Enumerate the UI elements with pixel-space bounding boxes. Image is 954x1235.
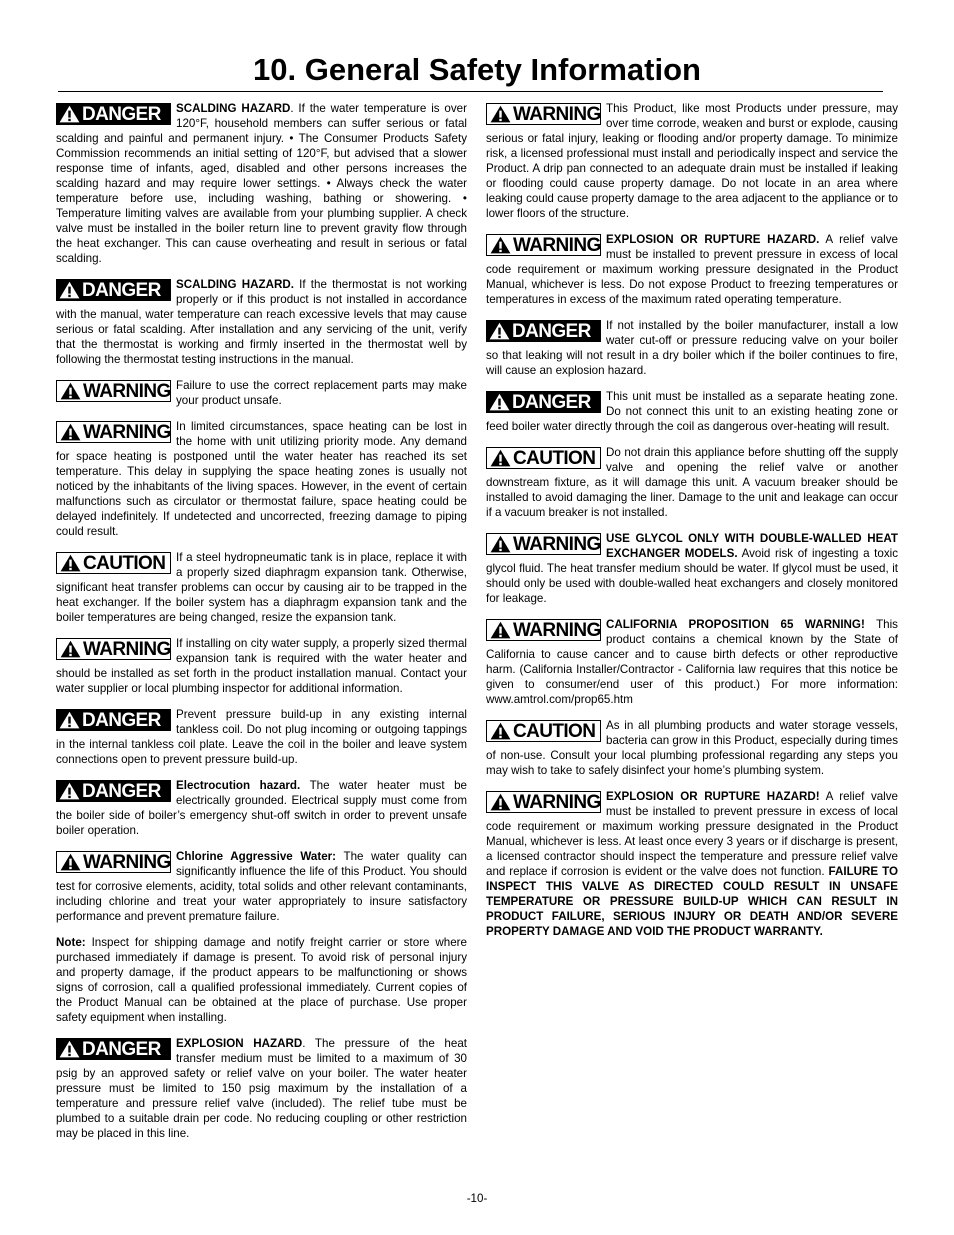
caution-badge	[486, 720, 601, 742]
left-column	[56, 101, 467, 1152]
safety-notice	[56, 101, 467, 266]
safety-notice	[486, 318, 898, 378]
alert-triangle-icon	[60, 382, 81, 400]
notice-body: Prevent pressure build-up in any existing internal tankless coil. Do not plug incoming or outgoing tappings in the internal tankless coil plate. Leave the coil in the boiler and leave system connections open to prevent pressure build-up.	[56, 708, 467, 766]
warning-badge	[486, 234, 601, 256]
alert-triangle-icon	[60, 423, 81, 441]
notice-body: A relief valve must be installed to prevent pressure in excess of local code requirement or maximum working pressure designated in the Product Manual, whichever is less. At least once every 3 years or if discharge is present, a licensed contractor should inspect the temperature and pressure relief valve and replace if corrosion is evident or the valve does not function.	[486, 790, 899, 878]
warning-badge	[56, 380, 171, 402]
safety-notice	[56, 550, 467, 625]
notice-text	[56, 101, 467, 266]
notice-body: If the thermostat is not working properly or if this product is not installed in accordance with the manual, water temperature can reach excessive levels that may cause serious or fatal scalding. After installation and any servicing of the unit, verify that the thermostat is working and firmly inserted in the thermostat well by following the thermostat testing instructions in the manual.	[56, 278, 467, 366]
badge-label: WARNING	[83, 380, 171, 402]
warning-badge	[486, 619, 601, 641]
safety-notice	[486, 232, 898, 307]
danger-badge	[56, 103, 171, 125]
page-title: 10. General Safety Information	[253, 52, 701, 87]
alert-triangle-icon	[59, 281, 80, 299]
safety-notice	[56, 419, 467, 539]
notice-body: This unit must be installed as a separate heating zone. Do not connect this unit to an existing heating zone or feed boiler water directly through the coil as dangerous over-heating will result.	[486, 390, 898, 433]
danger-badge	[486, 391, 601, 413]
warning-badge	[486, 103, 601, 125]
badge-label: DANGER	[82, 1038, 161, 1060]
notice-body: The water heater must be electrically grounded. Electrical supply must come from the boiler side of boiler’s emergency shut-off switch in order to prevent unsafe boiler operation.	[56, 779, 468, 837]
badge-label: WARNING	[513, 619, 601, 641]
alert-triangle-icon	[490, 722, 511, 740]
badge-label: WARNING	[513, 234, 601, 256]
notice-heading: EXPLOSION OR RUPTURE HAZARD!	[606, 790, 820, 803]
notice-heading: CALIFORNIA PROPOSITION 65 WARNING!	[606, 618, 865, 631]
right-column	[486, 101, 898, 950]
danger-badge	[56, 279, 171, 301]
badge-label: WARNING	[83, 638, 171, 660]
notice-body: If not installed by the boiler manufacturer, install a low water cut-off or pressure reducing valve on your boiler so that leaking will not result in a dry boiler which if the boiler continues to fire, will cause an explosion hazard.	[486, 319, 898, 377]
notice-body: In limited circumstances, space heating can be lost in the home with unit utilizing priority mode. Any demand for space heating is postponed until the water heater has reached its set temperature. This delay in supplying the space heating zones is usually not noticed by the inhabitants of the living spaces. However, in the event of certain malfunctions such as circulator or thermostat failure, space heating could be delayed indefinitely. If undetected and uncorrected, freezing damage to piping could result.	[56, 420, 467, 538]
alert-triangle-icon	[490, 793, 511, 811]
badge-label: CAUTION	[83, 552, 166, 574]
alert-triangle-icon	[59, 105, 80, 123]
alert-triangle-icon	[490, 449, 511, 467]
badge-label: CAUTION	[513, 720, 596, 742]
notice-body: Failure to use the correct replacement parts may make your product unsafe.	[176, 379, 467, 407]
title-divider	[58, 91, 883, 92]
badge-label: WARNING	[513, 791, 601, 813]
warning-badge	[56, 638, 171, 660]
safety-notice	[56, 849, 467, 924]
badge-label: DANGER	[82, 709, 161, 731]
badge-label: DANGER	[82, 780, 161, 802]
notice-body: This product contains a chemical known by the State of California to cause cancer and to cause birth defects or other reproductive harm. (California Installer/Contractor - California law requires that this notice be given to consumer/end user of this product.) For more information: www.amtrol.com/prop65.htm	[486, 618, 898, 706]
alert-triangle-icon	[59, 1040, 80, 1058]
badge-label: DANGER	[512, 320, 591, 342]
caution-badge	[486, 447, 601, 469]
badge-label: WARNING	[83, 851, 171, 873]
notice-heading: SCALDING HAZARD.	[176, 278, 294, 291]
badge-label: CAUTION	[513, 447, 596, 469]
badge-label: WARNING	[513, 103, 601, 125]
badge-label: WARNING	[83, 421, 171, 443]
notice-body: This Product, like most Products under pressure, may over time corrode, weaken and burst or explode, causing serious or fatal injury, leaking or flooding and/or property damage. To minimize risk, a licensed professional must install and periodically inspect and service the Product. A drip pan connected to an adequate drain must be installed if leaking or flooding could cause property damage. Do not locate in an area where leaking could cause property damage to the area adjacent to the appliance or to lower floors of the structure.	[486, 102, 898, 220]
alert-triangle-icon	[59, 711, 80, 729]
alert-triangle-icon	[60, 554, 81, 572]
safety-notice	[56, 636, 467, 696]
alert-triangle-icon	[489, 322, 510, 340]
notice-heading: USE GLYCOL ONLY WITH DOUBLE-WALLED HEAT EXCHANGER MODELS.	[606, 532, 898, 560]
safety-notice	[56, 707, 467, 767]
notice-heading: Chlorine Aggressive Water:	[176, 850, 337, 863]
notice-body: . If the water temperature is over 120°F, household members can suffer serious or fatal scalding and painful and permanent injury. • The Consumer Products Safety Commission recommends an initial setting of 120°F, but advised that a slower response time of infants, aged, disabled and other persons increases the scalding hazard and may require lower settings. • Always check the water temperature before use, including washing, bathing or showering. • Temperature limiting valves are available from your plumbing supplier. A check valve must be installed in the boiler return line to prevent gravity flow through the heat exchanger. This can cause overheating and result in serious or fatal scalding.	[56, 102, 467, 265]
safety-notice	[486, 101, 898, 221]
safety-notice	[486, 531, 898, 606]
notice-heading: Note:	[56, 936, 86, 949]
notice-body: If a steel hydropneumatic tank is in place, replace it with a properly sized diaphragm expansion tank. Otherwise, significant heat transfer problems can occur by causing air to be trapped in the heat exchanger. If the boiler system has a diaphragm expansion tank and the boiler temperatures are being changed, resize the expansion tank.	[56, 551, 467, 624]
alert-triangle-icon	[490, 621, 511, 639]
warning-badge	[56, 421, 171, 443]
notice-body: Avoid risk of ingesting a toxic glycol fluid. The heat transfer medium should be water. If glycol must be used, it should only be used with double-walled heat exchangers and closely monitored for leakage.	[486, 547, 899, 605]
notice-body: As in all plumbing products and water storage vessels, bacteria can grow in this Product, especially during times of non-use. Consult your local plumbing professional regarding any steps you may wish to take to safely disinfect your home’s plumbing system.	[486, 719, 898, 777]
alert-triangle-icon	[59, 782, 80, 800]
notice-body: Inspect for shipping damage and notify freight carrier or store where purchased immediately if damage is present. To avoid risk of personal injury and property damage, if the product appears to be malfunctioning or shows signs of corrosion, call a qualified professional immediately. Current copies of the Product Manual can be obtained at the place of purchase. Use proper safety equipment when installing.	[56, 936, 467, 1024]
notice-heading: EXPLOSION HAZARD	[176, 1037, 303, 1050]
safety-notice	[486, 718, 898, 778]
notice-heading: SCALDING HAZARD	[176, 102, 291, 115]
notice-body: The water quality can significantly influence the life of this Product. You should test for corrosive elements, acidity, total solids and other relevant contaminants, including chlorine and treat your water appropriately to insure satisfactory performance and prevent premature failure.	[56, 850, 468, 923]
danger-badge	[56, 780, 171, 802]
alert-triangle-icon	[489, 393, 510, 411]
warning-badge	[486, 791, 601, 813]
notice-heading: EXPLOSION OR RUPTURE HAZARD.	[606, 233, 820, 246]
page-number: -10-	[466, 1192, 488, 1205]
notice-heading: Electrocution hazard.	[176, 779, 301, 792]
badge-label: DANGER	[82, 279, 161, 301]
danger-badge	[56, 1038, 171, 1060]
notice-emphasis: FAILURE TO INSPECT THIS VALVE AS DIRECTED COULD RESULT IN UNSAFE TEMPERATURE OR PRESSURE BUILD-UP WHICH CAN RESULT IN PRODUCT FAILURE, SERIOUS INJURY OR DEATH AND/OR SEVERE PROPERTY DAMAGE AND VOID THE PRODUCT WARRANTY.	[486, 865, 898, 938]
notice-body: If installing on city water supply, a properly sized thermal expansion tank is required with the water heater and should be installed as set forth in the product installation manual. Contact your water supplier or local plumbing inspector for additional information.	[56, 637, 467, 695]
badge-label: DANGER	[512, 391, 591, 413]
safety-notice	[56, 277, 467, 367]
danger-badge	[56, 709, 171, 731]
alert-triangle-icon	[60, 853, 81, 871]
alert-triangle-icon	[60, 640, 81, 658]
caution-badge	[56, 552, 171, 574]
badge-label: WARNING	[513, 533, 601, 555]
notice-text	[56, 935, 467, 1025]
warning-badge	[486, 533, 601, 555]
safety-notice	[486, 789, 898, 939]
notice-body: Do not drain this appliance before shutting off the supply valve and opening the relief valve or another downstream fixture, as it will damage this unit. A vacuum breaker should be installed to avoid damaging the liner. Damage to the unit and leakage can occur if a vacuum breaker is not installed.	[486, 446, 898, 519]
danger-badge	[486, 320, 601, 342]
notice-body: . The pressure of the heat transfer medium must be limited to a maximum of 30 psig by an approved safety or relief valve on your boiler. The water heater pressure must be limited to 150 psig maximum by the installation of a temperature and pressure relief valve (included). The relief tube must be plumbed to a suitable drain per code. No reducing coupling or other restriction may be placed in this line.	[56, 1037, 467, 1140]
alert-triangle-icon	[490, 105, 511, 123]
alert-triangle-icon	[490, 535, 511, 553]
badge-label: DANGER	[82, 103, 161, 125]
safety-notice	[486, 389, 898, 434]
notice-body: A relief valve must be installed to prevent pressure in excess of local code requirement or maximum working pressure designated in the Product Manual, whichever is less. Do not expose Product to freezing temperatures or temperatures in excess of the maximum rated operating temperature.	[486, 233, 898, 306]
safety-notice	[56, 1036, 467, 1141]
warning-badge	[56, 851, 171, 873]
alert-triangle-icon	[490, 236, 511, 254]
safety-notice	[486, 445, 898, 520]
safety-notice	[56, 378, 467, 408]
safety-notice	[486, 617, 898, 707]
safety-notice	[56, 778, 467, 838]
safety-notice	[56, 935, 467, 1025]
